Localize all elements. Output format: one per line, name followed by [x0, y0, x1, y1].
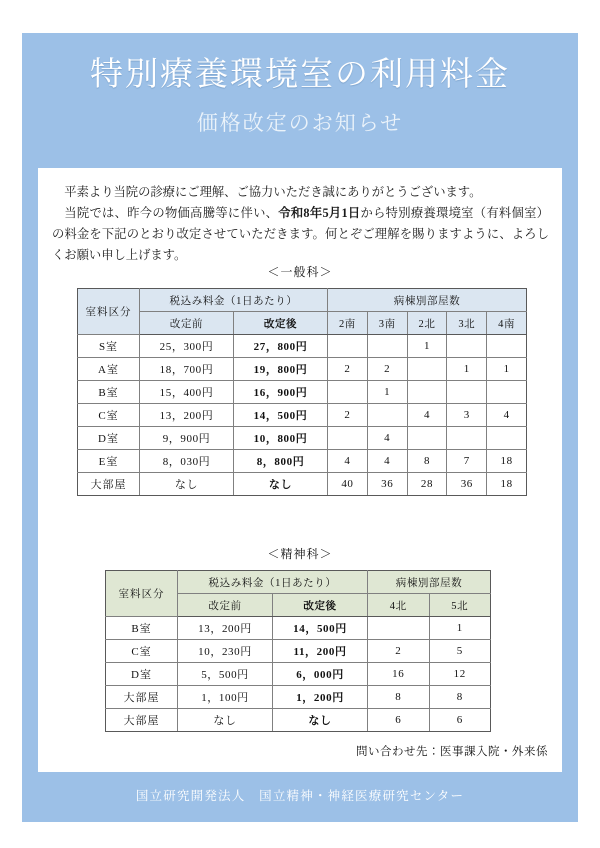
table-row	[78, 335, 527, 358]
cell-ward-count	[487, 427, 527, 450]
cell-price-before: 13，200円	[140, 404, 234, 427]
cell-ward-count: 36	[447, 473, 487, 496]
cell-room-type: D室	[106, 663, 178, 686]
cell-ward-count: 18	[487, 473, 527, 496]
cell-ward-count: 7	[447, 450, 487, 473]
cell-room-type: C室	[78, 404, 140, 427]
cell-ward-count: 16	[368, 663, 430, 686]
table-row	[78, 358, 527, 381]
table-row	[106, 617, 491, 640]
cell-price-after: なし	[234, 473, 328, 496]
cell-ward-count: 12	[429, 663, 491, 686]
header-price-group: 税込み料金（1日あたり）	[140, 289, 328, 312]
cell-price-before: 9，900円	[140, 427, 234, 450]
cell-price-after: 11，200円	[273, 640, 368, 663]
cell-room-type: B室	[78, 381, 140, 404]
header-ward-5north: 5北	[429, 594, 491, 617]
cell-ward-count: 4	[367, 450, 407, 473]
cell-ward-count	[487, 381, 527, 404]
cell-price-after: 16，900円	[234, 381, 328, 404]
cell-price-before: 13，200円	[178, 617, 273, 640]
table-header-row	[106, 571, 491, 594]
cell-price-before: 25，300円	[140, 335, 234, 358]
cell-ward-count	[407, 381, 447, 404]
cell-price-after: 27，800円	[234, 335, 328, 358]
cell-ward-count: 6	[368, 709, 430, 732]
contact-line: 問い合わせ先：医事課入院・外来係	[356, 746, 548, 758]
cell-ward-count: 1	[447, 358, 487, 381]
cell-ward-count	[407, 358, 447, 381]
cell-ward-count: 5	[429, 640, 491, 663]
header-price-before: 改定前	[140, 312, 234, 335]
organization-name: 国立研究開発法人 国立精神・神経医療研究センター	[135, 789, 465, 803]
body-paragraph-2-before: 当院では、昨今の物価高騰等に伴い、	[64, 206, 279, 221]
cell-price-before: なし	[140, 473, 234, 496]
cell-price-after: 14，500円	[273, 617, 368, 640]
header-ward-3south: 3南	[367, 312, 407, 335]
cell-ward-count	[367, 404, 407, 427]
header-ward-2north: 2北	[407, 312, 447, 335]
header-price-after: 改定後	[273, 594, 368, 617]
cell-ward-count: 1	[367, 381, 407, 404]
cell-room-type: A室	[78, 358, 140, 381]
table-subheader-row	[78, 312, 527, 335]
cell-room-type: E室	[78, 450, 140, 473]
cell-ward-count	[328, 381, 368, 404]
table-row	[78, 404, 527, 427]
title-block	[22, 33, 578, 168]
table-row	[106, 663, 491, 686]
cell-room-type: D室	[78, 427, 140, 450]
section-label-general: ＜一般科＞	[267, 265, 333, 279]
cell-ward-count: 4	[487, 404, 527, 427]
table-row	[106, 686, 491, 709]
cell-ward-count: 4	[407, 404, 447, 427]
cell-price-before: 8，030円	[140, 450, 234, 473]
header-ward-4north: 4北	[368, 594, 430, 617]
section-label-psychiatric: ＜精神科＞	[267, 547, 333, 561]
cell-room-type: 大部屋	[106, 709, 178, 732]
header-price-after: 改定後	[234, 312, 328, 335]
cell-ward-count: 1	[487, 358, 527, 381]
cell-ward-count	[368, 617, 430, 640]
cell-price-after: なし	[273, 709, 368, 732]
cell-ward-count: 36	[367, 473, 407, 496]
body-paragraph-2-after: から特別療養環境室（有料個室）の料金を下記のとおり改定させていただきます。何とぞご理解を賜りますように、よろしくお願い申し上げます。	[52, 206, 549, 263]
cell-room-type: C室	[106, 640, 178, 663]
general-table-body	[78, 335, 527, 496]
psychiatric-rate-table	[105, 570, 491, 732]
general-rate-table	[77, 288, 527, 496]
cell-price-before: 1，100円	[178, 686, 273, 709]
cell-ward-count	[367, 335, 407, 358]
content-panel	[38, 168, 562, 772]
cell-ward-count: 2	[328, 404, 368, 427]
cell-price-before: 5，500円	[178, 663, 273, 686]
cell-price-after: 1，200円	[273, 686, 368, 709]
cell-ward-count: 2	[328, 358, 368, 381]
cell-ward-count: 40	[328, 473, 368, 496]
cell-ward-count: 2	[368, 640, 430, 663]
cell-ward-count	[407, 427, 447, 450]
cell-ward-count	[447, 427, 487, 450]
cell-ward-count: 28	[407, 473, 447, 496]
cell-price-after: 19，800円	[234, 358, 328, 381]
table-row	[78, 381, 527, 404]
psychiatric-table-body	[106, 617, 491, 732]
cell-room-type: B室	[106, 617, 178, 640]
table-row	[78, 450, 527, 473]
header-ward-4south: 4南	[487, 312, 527, 335]
page-title: 特別療養環境室の利用料金	[90, 57, 510, 93]
cell-ward-count: 1	[407, 335, 447, 358]
table-row	[106, 640, 491, 663]
header-ward-group: 病棟別部屋数	[328, 289, 527, 312]
table-row	[78, 427, 527, 450]
cell-ward-count: 8	[429, 686, 491, 709]
cell-price-before: 10，230円	[178, 640, 273, 663]
cell-ward-count: 2	[367, 358, 407, 381]
table-row	[78, 473, 527, 496]
cell-ward-count: 6	[429, 709, 491, 732]
page-subtitle: 価格改定のお知らせ	[196, 110, 404, 135]
cell-ward-count: 8	[368, 686, 430, 709]
cell-price-before: 18，700円	[140, 358, 234, 381]
cell-room-type: 大部屋	[78, 473, 140, 496]
cell-room-type: 大部屋	[106, 686, 178, 709]
body-paragraph-2	[52, 203, 549, 266]
cell-ward-count: 4	[328, 450, 368, 473]
table-header-row	[78, 289, 527, 312]
header-ward-group: 病棟別部屋数	[368, 571, 491, 594]
header-price-group: 税込み料金（1日あたり）	[178, 571, 368, 594]
header-ward-3north: 3北	[447, 312, 487, 335]
cell-ward-count: 3	[447, 404, 487, 427]
cell-ward-count: 8	[407, 450, 447, 473]
cell-price-after: 6，000円	[273, 663, 368, 686]
header-room-type: 室料区分	[106, 571, 178, 617]
cell-ward-count	[328, 335, 368, 358]
notice-body	[52, 182, 549, 267]
header-price-before: 改定前	[178, 594, 273, 617]
cell-ward-count	[487, 335, 527, 358]
cell-ward-count	[447, 381, 487, 404]
header-room-type: 室料区分	[78, 289, 140, 335]
cell-price-after: 8，800円	[234, 450, 328, 473]
cell-price-after: 14，500円	[234, 404, 328, 427]
cell-room-type: S室	[78, 335, 140, 358]
cell-price-after: 10，800円	[234, 427, 328, 450]
cell-ward-count: 4	[367, 427, 407, 450]
cell-ward-count	[328, 427, 368, 450]
cell-ward-count	[447, 335, 487, 358]
cell-ward-count: 1	[429, 617, 491, 640]
cell-ward-count: 18	[487, 450, 527, 473]
cell-price-before: なし	[178, 709, 273, 732]
cell-price-before: 15，400円	[140, 381, 234, 404]
header-ward-2south: 2南	[328, 312, 368, 335]
body-paragraph-1: 平素より当院の診療にご理解、ご協力いただき誠にありがとうございます。	[64, 185, 482, 199]
effective-date: 令和8年5月1日	[278, 206, 361, 221]
table-row	[106, 709, 491, 732]
